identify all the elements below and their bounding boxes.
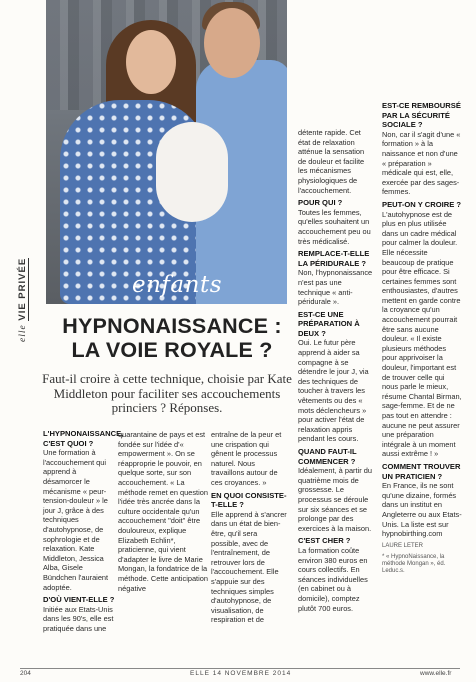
answer-text: entraîne de la peur et une crispation qui gênent le processus naturel. Nous travaillons autour de ces croyances. » bbox=[211, 430, 282, 487]
question-heading: COMMENT TROUVER UN PRATICIEN ? bbox=[382, 461, 461, 481]
question-heading: QUAND FAUT-IL COMMENCER ? bbox=[298, 447, 357, 466]
question-heading: PEUT-ON Y CROIRE ? bbox=[382, 199, 462, 209]
answer-text: Toutes les femmes, qu'elles souhaitent un accouchement peu ou très médicalisé. bbox=[298, 207, 371, 246]
answer-text: Non, l'hypnonaissance n'est pas une technique « anti-péridurale ». bbox=[298, 268, 373, 307]
question-heading: D'OÙ VIENT-ELLE ? bbox=[43, 595, 115, 605]
question-heading: EN QUOI CONSISTE-T-ELLE ? bbox=[211, 490, 287, 510]
headline-line-1: HYPNONAISSANCE : bbox=[62, 314, 282, 338]
book-footnote: * « HypnoNaissance, la méthode Mongan », éd. Leduc.s. bbox=[382, 553, 446, 574]
question-heading: POUR QUI ? bbox=[298, 198, 343, 208]
photo-man-face bbox=[204, 8, 260, 78]
question-heading: EST-CE REMBOURSÉ PAR LA SÉCURITÉ SOCIALE ? bbox=[382, 101, 461, 130]
column-3 bbox=[211, 430, 287, 627]
answer-text: quarantaine de pays et est fondée sur l'idée d'« empowerment ». On se réapproprie le pouvoir, en quelque sorte, sur son accouchement. « La méthode remet en question l'idée très ancrée dans la culture occidentale qu'un accouchement "doit" être douloureux, explique Elizabeth Echlin*, praticienne, qui vient d'adapter le livre de Marie Mongan, la fondatrice de la méthode. Cette anticipation négative bbox=[118, 430, 208, 593]
question-heading: L'HYPNONAISSANCE, C'EST QUOI ? bbox=[43, 429, 124, 448]
author-credit: LAURE LETER bbox=[382, 542, 424, 549]
photo-woman-face bbox=[126, 30, 176, 94]
answer-text: En France, ils ne sont qu'une dizaine, formés dans un institut en Angleterre ou aux Etats-Unis. La liste est sur hypnobirthing.com bbox=[382, 481, 462, 539]
vertical-label-elle: elle bbox=[18, 324, 28, 342]
answer-text: Elle apprend à s'ancrer dans un état de bien-être, qu'il sera possible, avec de l'entraînement, de retrouver lors de l'accouchement. Elle s'appuie sur des techniques simples d'autohypnose, de visualisation, de respiration et de bbox=[211, 509, 287, 625]
cover-photo bbox=[46, 0, 287, 304]
answer-text: Oui. Le futur père apprend à aider sa compagne à se détendre le jour J, via des techniques de toucher à travers les vêtements ou des « mots déclencheurs » pour activer l'état de relaxation appris pendant les cours. bbox=[298, 338, 369, 444]
question-heading: REMPLACE-T-ELLE LA PÉRIDURALE ? bbox=[298, 249, 370, 268]
answer-text: détente rapide. Cet état de relaxation atténue la sensation de douleur et facilite les mécanismes physiologiques de l'accouchement. bbox=[298, 128, 365, 195]
deck-subtitle: Faut-il croire à cette technique, choisie par Kate Middleton pour faciliter ses accouchements princiers ? Réponses. bbox=[42, 371, 292, 415]
column-2 bbox=[118, 430, 208, 595]
answer-text: Une formation à l'accouchement qui apprend à désamorcer le mécanisme « peur-tension-douleur » le jour J, grâce à des techniques d'autohypnose, de sophrologie et de relaxation. Kate Middleton, Jessica Alba, Gisele Bündchen l'auraient adoptée. bbox=[43, 448, 109, 592]
question-heading: EST-CE UNE PRÉPARATION À DEUX ? bbox=[298, 309, 360, 338]
answer-text: Initiée aux Etats-Unis dans les 90's, elle est pratiquée dans une bbox=[43, 604, 114, 633]
headline bbox=[52, 314, 292, 362]
website-link[interactable]: www.elle.fr bbox=[420, 670, 452, 677]
magazine-issue: ELLE 14 NOVEMBRE 2014 bbox=[190, 670, 292, 677]
column-5 bbox=[382, 98, 462, 577]
photo-baby-blanket bbox=[156, 122, 228, 222]
section-title: enfants bbox=[132, 272, 223, 298]
answer-text: Idéalement, à partir du quatrième mois de grossesse. Le processus se déroule sur six séances et se prolonge par des exercices à la maison. bbox=[298, 466, 372, 533]
answer-text: Non, car il s'agit d'une « formation » à la naissance et non d'une « préparation » médicale qui est, elle, exercée par des sages-femmes. bbox=[382, 129, 461, 197]
footer-rule bbox=[20, 668, 460, 669]
headline-line-2: LA VOIE ROYALE ? bbox=[71, 338, 273, 362]
column-1 bbox=[43, 426, 124, 635]
vertical-label-section: VIE PRIVÉE bbox=[17, 257, 28, 321]
answer-text: L'autohypnose est de plus en plus utilisée dans un cadre médical pour calmer la douleur. Elle nécessite beaucoup de pratique pour être efficace. Si certaines femmes sont enthousiastes, d'autres mettent en garde contre la croyance qu'un accouchement pourrait être sans aucune douleur. « Il existe plusieurs méthodes pour apprivoiser la douleur, l'important est de trouver celle qui nous parle le mieux, résume Chantal Birman, sage-femme. Et de ne pas tout en attendre : aucune ne peut assurer une préparation intégrale à un moment aussi extrême ! » bbox=[382, 209, 462, 459]
page-number: 204 bbox=[20, 670, 31, 677]
vertical-section-label bbox=[17, 258, 28, 342]
column-4 bbox=[298, 128, 374, 615]
question-heading: C'EST CHER ? bbox=[298, 536, 351, 546]
answer-text: La formation coûte environ 380 euros en cours collectifs. En séances individuelles (en cabinet ou à domicile), comptez plutôt 700 euros. bbox=[298, 545, 368, 613]
